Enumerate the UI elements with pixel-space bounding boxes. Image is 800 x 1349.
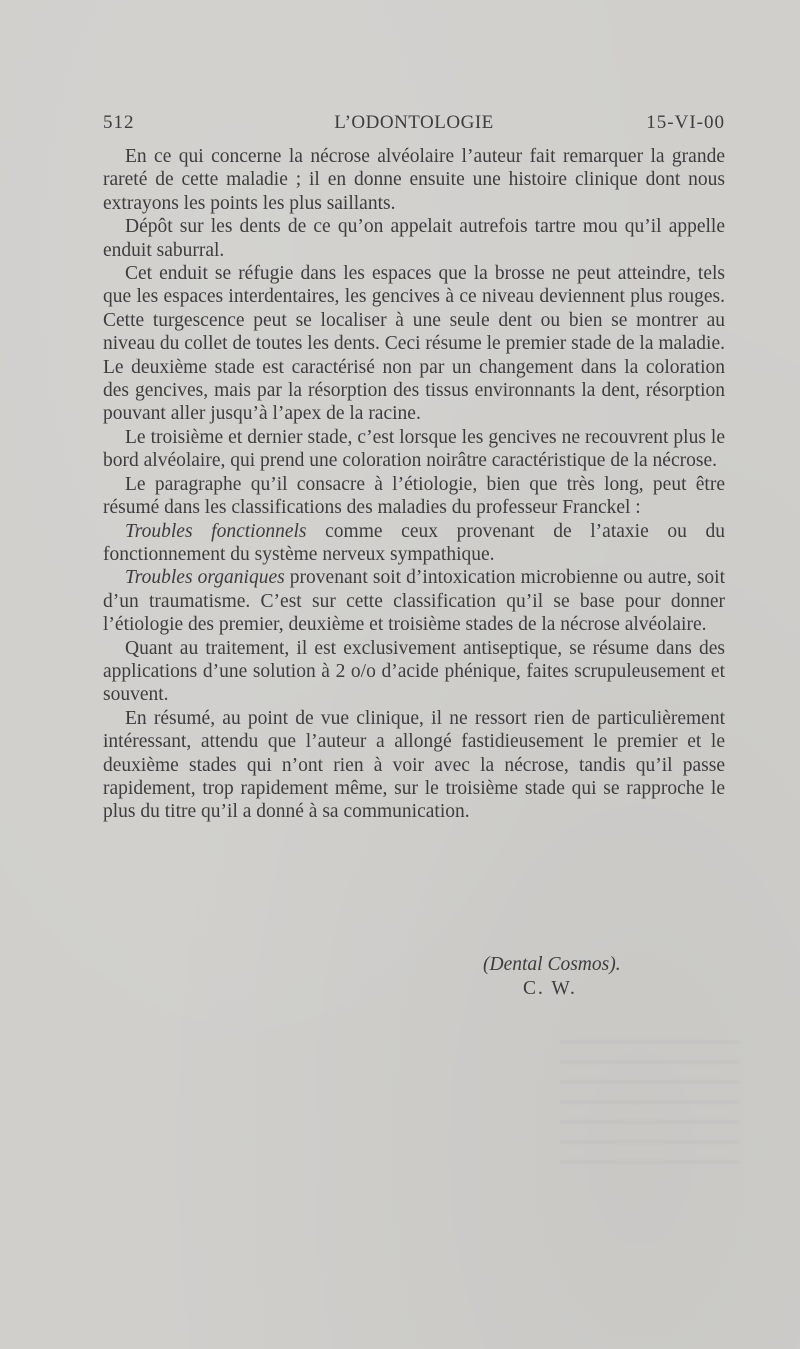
paragraph-text: Dépôt sur les dents de ce qu’on appelait autrefois tartre mou qu’il appelle enduit saburral.	[103, 216, 725, 261]
paragraph	[103, 426, 725, 473]
author-initials: C. W.	[523, 978, 577, 999]
paragraph	[103, 473, 725, 520]
show-through-bleed	[560, 1040, 740, 1170]
paragraph	[103, 707, 725, 824]
source-citation: (Dental Cosmos).	[483, 954, 621, 975]
paragraph-text: En ce qui concerne la nécrose alvéolaire l’auteur fait remarquer la grande rareté de cette maladie ; il en donne ensuite une histoire clinique dont nous extrayons les points les plus saillants.	[103, 146, 725, 214]
paragraph	[103, 566, 725, 636]
paragraph	[103, 145, 725, 215]
paragraph-text: Le troisième et dernier stade, c’est lorsque les gencives ne recouvrent plus le bord alvéolaire, qui prend une coloration noirâtre caractéristique de la nécrose.	[103, 426, 725, 472]
running-header	[103, 112, 725, 140]
paragraph-text: Le paragraphe qu’il consacre à l’étiologie, bien que très long, peut être résumé dans les classifications des maladies du professeur Franckel :	[103, 473, 725, 519]
paragraph	[103, 637, 725, 707]
paragraph-text: provenant soit d’intoxication microbienne ou autre, soit d’un traumatisme. C’est sur cette classification qu’il se base pour donner l’étiologie des premier, deuxième et troisième stades de la nécrose alvéolaire.	[103, 567, 725, 636]
issue-date: 15-VI-00	[646, 112, 725, 133]
italic-term: Troubles organiques	[125, 567, 285, 589]
paragraph-text: comme ceux provenant de l’ataxie ou du fonctionnement du système nerveux sympathique.	[103, 520, 725, 565]
paragraph	[103, 215, 725, 262]
paragraph-text: Cet enduit se réfugie dans les espaces que la brosse ne peut atteindre, tels que les espaces interdentaires, les gencives à ce niveau deviennent plus rouges. Cette turgescence peut se localiser à une seule dent ou bien se montrer au niveau du collet de toutes les dents. Ceci résume le premier stade de la maladie. Le deuxième stade est caractérisé non par un changement dans la coloration des gencives, mais par la résorption des tissus environnants la dent, résorption pouvant aller jusqu’à l’apex de la racine.	[103, 263, 725, 425]
journal-title: L’ODONTOLOGIE	[334, 112, 494, 133]
paragraph-text: En résumé, au point de vue clinique, il ne ressort rien de particulièrement intéressant, attendu que l’auteur a allongé fastidieusement le premier et le deuxième stades qui n’ont rien à voir avec la nécrose, tandis qu’il passe rapidement, trop rapidement même, sur le troisième stade qui se rapproche le plus du titre qu’il a donné à sa communication.	[103, 707, 725, 823]
page-number: 512	[103, 112, 135, 133]
paragraph	[103, 262, 725, 426]
paragraph-text: Quant au traitement, il est exclusivement antiseptique, se résume dans des applications d’une solution à 2 o/o d’acide phénique, faites scrupuleusement et souvent.	[103, 637, 725, 706]
paragraph	[103, 520, 725, 567]
italic-term: Troubles fonctionnels	[125, 520, 307, 542]
article-body	[103, 145, 725, 824]
